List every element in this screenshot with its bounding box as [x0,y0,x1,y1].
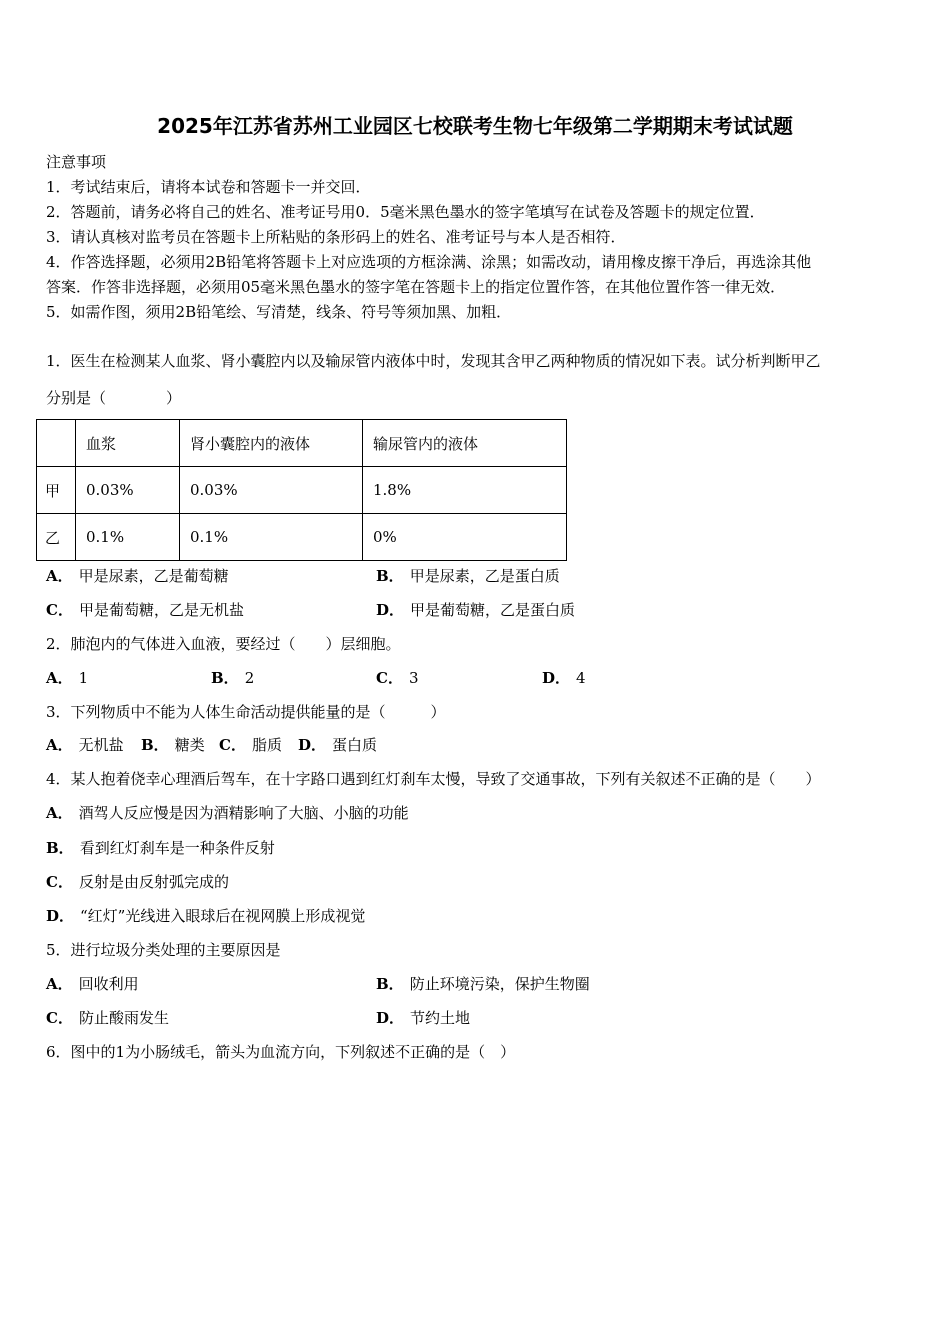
notice-heading: 注意事项 [46,153,107,171]
table-cell: 0.1% [180,514,363,561]
option-letter: D． [376,1009,405,1027]
notice-item: 1．考试结束后，请将本试卷和答题卡一并交回． [46,178,371,196]
option-text: 蛋白质 [332,736,378,754]
option-a[interactable] [46,803,409,823]
option-text: 甲是葡萄糖，乙是蛋白质 [410,601,576,619]
option-c[interactable] [376,668,419,688]
option-letter: D． [376,601,405,619]
option-letter: C． [46,1009,73,1027]
option-letter: A． [46,736,73,754]
option-text: 酒驾人反应慢是因为酒精影响了大脑、小脑的功能 [78,804,409,822]
data-table [36,419,567,561]
option-text: 甲是尿素，乙是蛋白质 [409,567,560,585]
option-d[interactable] [46,906,365,926]
notice-item: 答案．作答非选择题，必须用05毫米黑色墨水的签字笔在答题卡上的指定位置作答，在其他位置作答一律无效． [46,278,786,296]
table-cell: 0.1% [76,514,180,561]
option-b[interactable] [46,838,275,858]
option-letter: B． [211,669,239,687]
option-b[interactable] [141,735,205,755]
option-letter: C． [46,601,73,619]
option-d[interactable] [298,735,377,755]
option-letter: D． [46,907,75,925]
notice-item: 4．作答选择题，必须用2B铅笔将答题卡上对应选项的方框涂满、涂黑；如需改动，请用橡皮擦干净后，再选涂其他 [46,253,812,271]
table-row [37,514,567,561]
option-text: 1 [78,669,89,687]
option-c[interactable] [219,735,282,755]
option-a[interactable] [46,735,124,755]
table-cell: 0% [363,514,567,561]
question-5-stem: 5．进行垃圾分类处理的主要原因是 [46,941,281,959]
table-header: 肾小囊腔内的液体 [180,420,363,467]
option-d[interactable] [542,668,586,688]
question-3-stem: 3．下列物质中不能为人体生命活动提供能量的是（ ） [46,703,446,721]
option-a[interactable] [46,974,139,994]
option-b[interactable] [211,668,254,688]
option-text: 糖类 [174,736,205,754]
table-cell: 0.03% [76,467,180,514]
notice-item: 2．答题前，请务必将自己的姓名、准考证号用0．5毫米黑色墨水的签字笔填写在试卷及答题卡的规定位置． [46,203,765,221]
option-b[interactable] [376,974,590,994]
option-letter: A． [46,567,73,585]
option-text: 甲是尿素，乙是葡萄糖 [78,567,229,585]
option-text: 节约土地 [410,1009,471,1027]
option-text: 防止环境污染，保护生物圈 [409,975,590,993]
option-letter: C． [46,873,73,891]
question-4-stem: 4．某人抱着侥幸心理酒后驾车，在十字路口遇到红灯刹车太慢，导致了交通事故，下列有关叙述不正确的是（ ） [46,770,821,788]
table-cell [37,420,76,467]
table-cell: 1.8% [363,467,567,514]
option-text: 脂质 [251,736,282,754]
option-c[interactable] [46,600,244,620]
notice-item: 3．请认真核对监考员在答题卡上所粘贴的条形码上的姓名、准考证号与本人是否相符． [46,228,626,246]
option-text: 2 [244,669,255,687]
question-1-stem-cont: 分别是（ ） [46,389,182,407]
option-text: 4 [576,669,586,687]
option-a[interactable] [46,566,229,586]
option-text: 甲是葡萄糖，乙是无机盐 [78,601,244,619]
option-letter: B． [376,567,404,585]
table-header: 输尿管内的液体 [363,420,567,467]
question-2-stem: 2．肺泡内的气体进入血液，要经过（ ）层细胞。 [46,635,401,653]
option-letter: A． [46,975,73,993]
option-letter: D． [298,736,327,754]
table-header: 血浆 [76,420,180,467]
question-6-stem: 6．图中的1为小肠绒毛，箭头为血流方向，下列叙述不正确的是（ ） [46,1043,516,1061]
option-letter: C． [376,669,403,687]
question-1-stem: 1．医生在检测某人血浆、肾小囊腔内以及输尿管内液体中时，发现其含甲乙两种物质的情况如下表。试分析判断甲乙 [46,352,821,370]
option-text: 看到红灯刹车是一种条件反射 [79,839,275,857]
option-b[interactable] [376,566,560,586]
option-letter: B． [376,975,404,993]
option-letter: A． [46,804,73,822]
page-title: 2025年江苏省苏州工业园区七校联考生物七年级第二学期期末考试试题 [157,114,793,138]
option-text: “红灯”光线进入眼球后在视网膜上形成视觉 [80,907,366,925]
table-row [37,467,567,514]
table-header-row [37,420,567,467]
option-text: 3 [408,669,419,687]
option-text: 无机盐 [78,736,124,754]
row-label: 甲 [37,467,76,514]
option-text: 防止酸雨发生 [78,1009,169,1027]
table-cell: 0.03% [180,467,363,514]
option-c[interactable] [46,872,229,892]
option-d[interactable] [376,1008,470,1028]
option-c[interactable] [46,1008,169,1028]
option-a[interactable] [46,668,88,688]
option-letter: C． [219,736,246,754]
option-letter: D． [542,669,571,687]
option-letter: B． [141,736,169,754]
option-d[interactable] [376,600,575,620]
option-letter: A． [46,669,73,687]
option-text: 反射是由反射弧完成的 [78,873,229,891]
option-text: 回收利用 [78,975,139,993]
notice-item: 5．如需作图，须用2B铅笔绘、写清楚，线条、符号等须加黑、加粗． [46,303,512,321]
option-letter: B． [46,839,74,857]
row-label: 乙 [37,514,76,561]
